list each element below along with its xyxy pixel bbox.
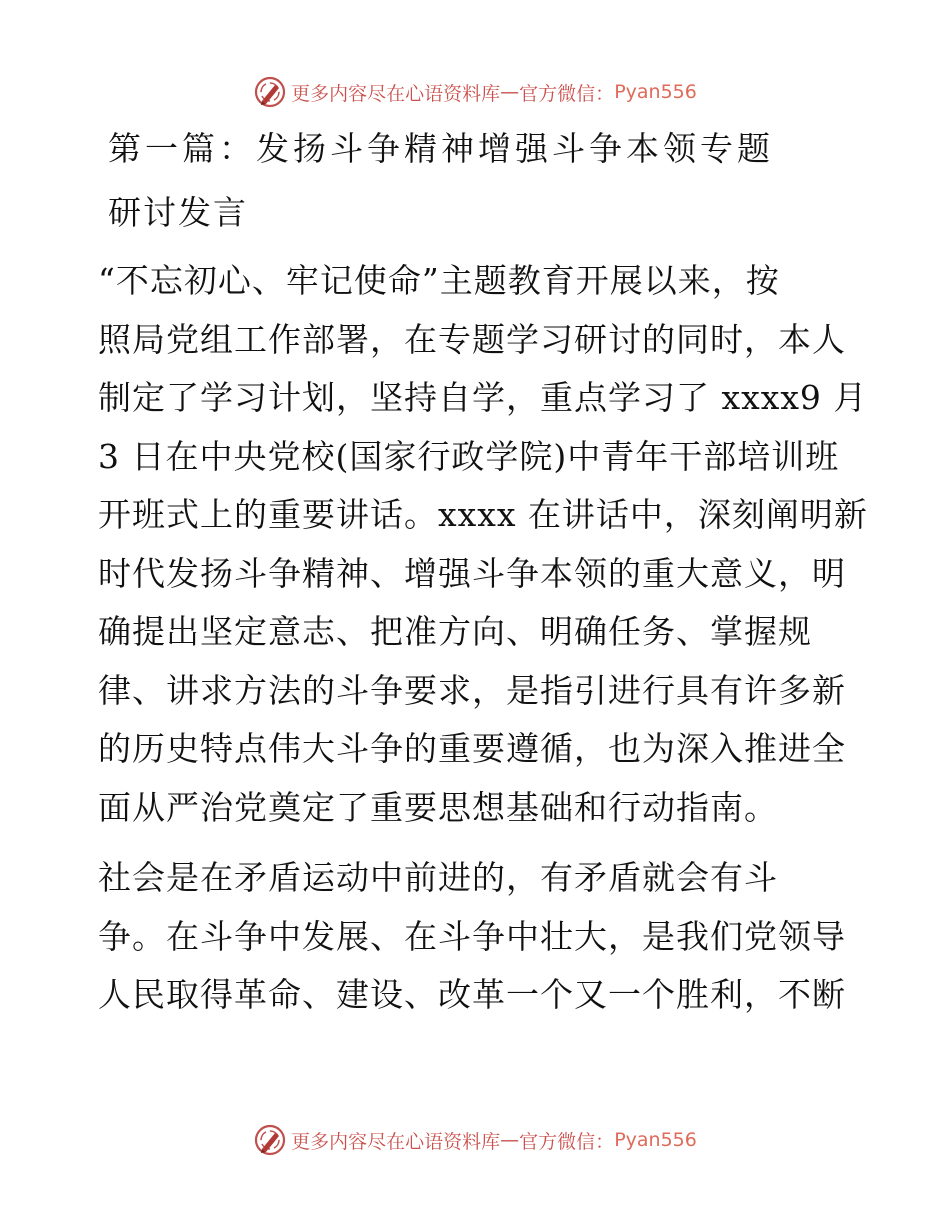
document-title: 第一篇：发扬斗争精神增强斗争本领专题 — [108, 129, 774, 168]
paragraph-line: 制定了学习计划，坚持自学，重点学习了 xxxx9 月 — [98, 378, 868, 417]
paragraph-line: 3 日在中央党校(国家行政学院)中青年干部培训班 — [98, 436, 840, 476]
paragraph-line: 确提出坚定意志、把准方向、明确任务、掌握规 — [98, 612, 812, 651]
header-watermark — [0, 72, 950, 112]
paragraph-line: 开班式上的重要讲话。xxxx 在讲话中，深刻阐明新 — [98, 495, 868, 534]
watermark-site-text: 更多内容尽在心语资料库 — [291, 82, 501, 105]
watermark-separator: — — [500, 1129, 520, 1151]
paragraph-line: 律、讲求方法的斗争要求，是指引进行具有许多新 — [98, 670, 846, 710]
paragraph-line: 面从严治党奠定了重要思想基础和行动指南。 — [98, 787, 778, 827]
paragraph-line: 照局党组工作部署，在专题学习研讨的同时，本人 — [98, 319, 846, 359]
paragraph-line: 的历史特点伟大斗争的重要遵循，也为深入推进全 — [98, 729, 846, 768]
paragraph-line: 争。在斗争中发展、在斗争中壮大，是我们党领导 — [98, 916, 846, 956]
document-body — [98, 122, 868, 1025]
watermark-account: Pyan556 — [614, 81, 697, 103]
watermark-label: 官方微信： — [519, 1130, 615, 1153]
paragraph-line: “不忘初心、牢记使命”主题教育开展以来，按 — [98, 261, 780, 300]
document-subtitle: 研讨发言 — [108, 193, 248, 232]
footer-watermark — [0, 1120, 950, 1160]
watermark-site-text: 更多内容尽在心语资料库 — [291, 1130, 501, 1153]
watermark-label: 官方微信： — [519, 82, 615, 105]
pen-logo-icon — [253, 1123, 287, 1157]
watermark-separator: — — [500, 81, 520, 103]
paragraph — [98, 849, 858, 1025]
paragraph — [98, 252, 868, 837]
paragraph-line: 人民取得革命、建设、改革一个又一个胜利，不断 — [98, 975, 846, 1014]
paragraph-line: 社会是在矛盾运动中前进的，有矛盾就会有斗 — [98, 858, 778, 897]
paragraph-line: 时代发扬斗争精神、增强斗争本领的重大意义，明 — [98, 553, 846, 593]
pen-logo-icon — [253, 75, 287, 109]
watermark-account: Pyan556 — [614, 1129, 697, 1151]
